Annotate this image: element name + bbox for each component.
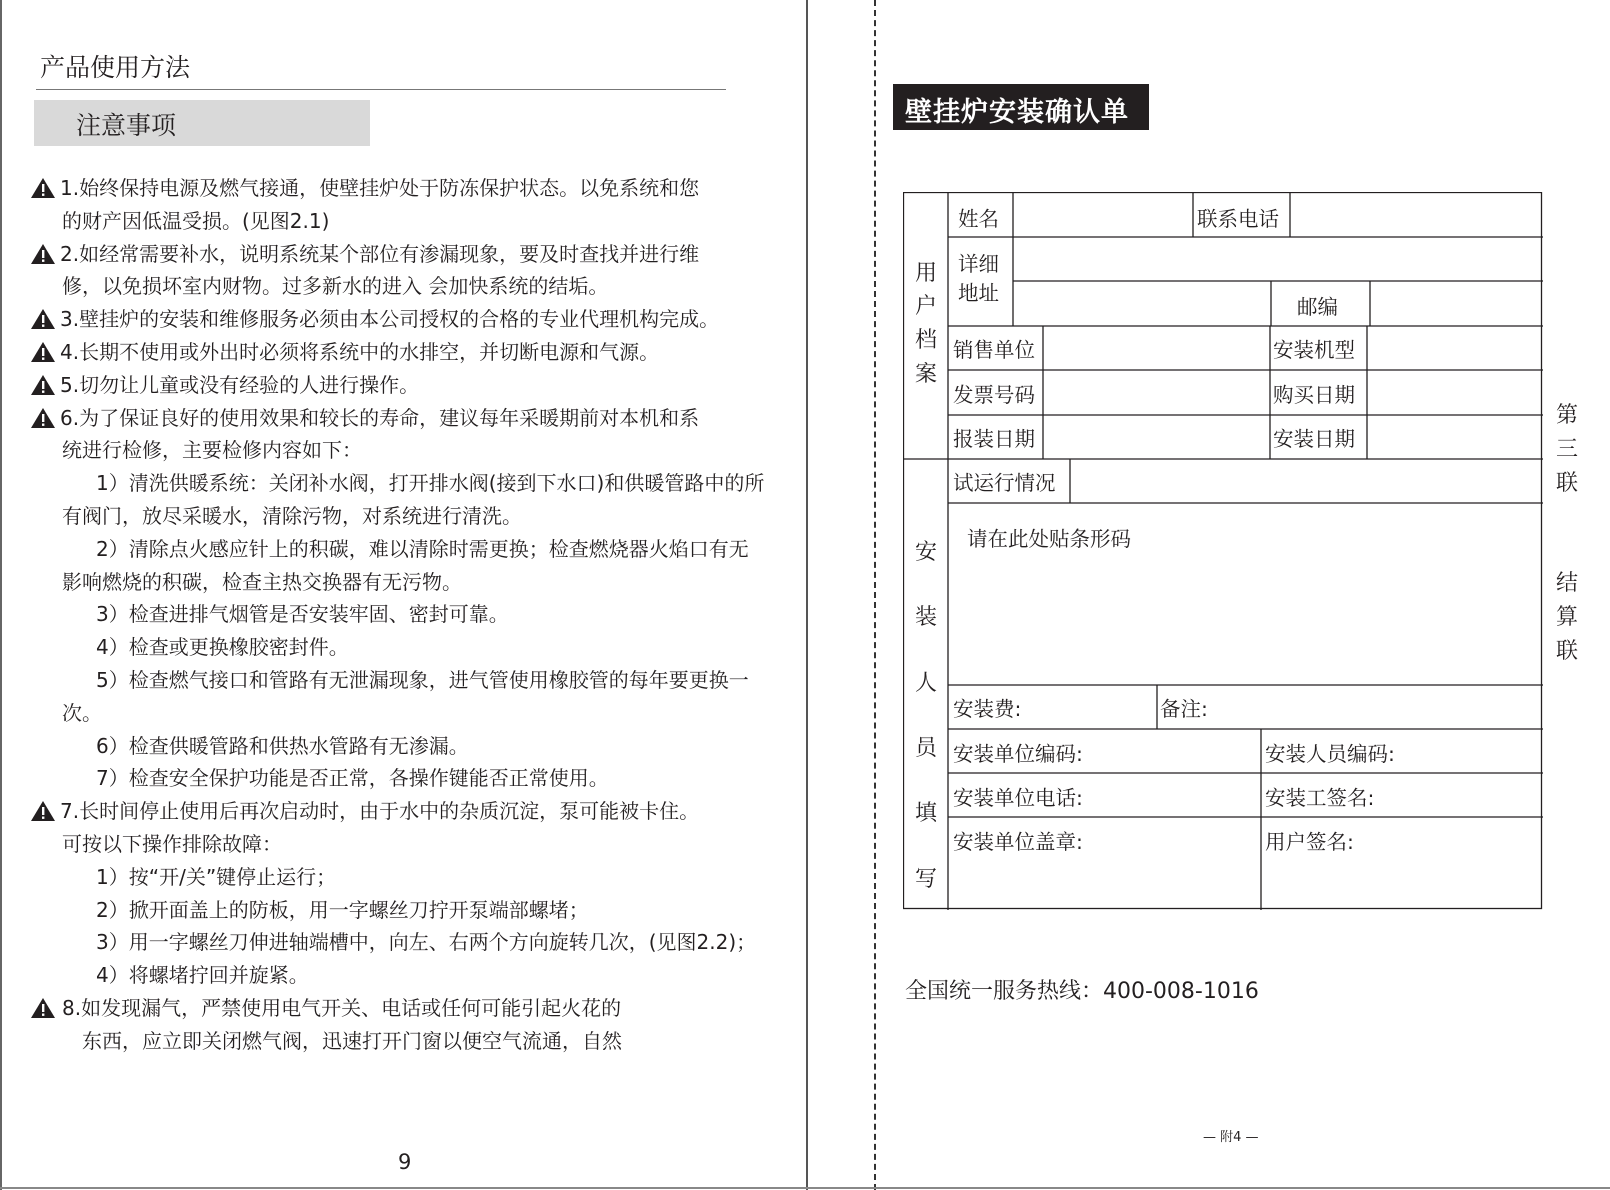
installer-section-label: 装 bbox=[915, 605, 938, 630]
warning-icon bbox=[30, 800, 56, 822]
installation-confirmation-form bbox=[903, 192, 1543, 910]
user-sign-label: 用户签名: bbox=[1265, 830, 1354, 854]
note-item bbox=[28, 795, 768, 828]
copy-label: 联 bbox=[1556, 471, 1579, 496]
warning-icon bbox=[30, 243, 56, 265]
note-text: 3.壁挂炉的安装和维修服务必须由本公司授权的合格的专业代理机构完成。 bbox=[60, 307, 720, 332]
note-text-continued: 可按以下操作排除故障： bbox=[62, 831, 282, 856]
copy-label: 结 bbox=[1556, 571, 1579, 596]
postcode-label: 邮编 bbox=[1297, 295, 1338, 319]
maintenance-item: 7）检查安全保护功能是否正常，各操作键能否正常使用。 bbox=[96, 766, 609, 791]
troubleshoot-step: 1）按“开/关”键停止运行； bbox=[96, 864, 337, 889]
copy-label: 联 bbox=[1556, 639, 1579, 664]
note-text: 4.长期不使用或外出时必须将系统中的水排空，并切断电源和气源。 bbox=[60, 339, 660, 364]
staff-code-label: 安装人员编码: bbox=[1265, 742, 1395, 766]
note-text: 7.长时间停止使用后再次启动时，由于水中的杂质沉淀，泵可能被卡住。 bbox=[60, 799, 700, 824]
maintenance-item: 6）检查供暖管路和供热水管路有无渗漏。 bbox=[96, 733, 469, 758]
note-item bbox=[28, 992, 768, 1025]
note-text: 1.始终保持电源及燃气接通，使壁挂炉处于防冻保护状态。以免系统和您 bbox=[60, 176, 700, 200]
remark-label: 备注: bbox=[1160, 697, 1208, 721]
note-text: 5.切勿让儿童或没有经验的人进行操作。 bbox=[60, 372, 420, 397]
note-item bbox=[28, 238, 768, 271]
trial-run-label: 试运行情况 bbox=[953, 471, 1056, 495]
warning-icon bbox=[30, 997, 56, 1019]
warning-icon bbox=[30, 374, 56, 396]
warning-icon bbox=[30, 407, 56, 429]
maintenance-item: 4）检查或更换橡胶密封件。 bbox=[96, 635, 349, 660]
note-text-continued: 修，以免损坏室内财物。过多新水的进入 会加快系统的结垢。 bbox=[62, 274, 609, 299]
warning-icon bbox=[30, 177, 56, 199]
unit-phone-label: 安装单位电话: bbox=[953, 786, 1083, 810]
copy-label: 算 bbox=[1556, 605, 1579, 630]
title-rule bbox=[36, 89, 726, 90]
address-label: 详细 bbox=[958, 252, 999, 276]
troubleshoot-step: 2）掀开面盖上的防板，用一字螺丝刀拧开泵端部螺堵； bbox=[96, 897, 589, 922]
user-section-label: 户 bbox=[915, 294, 938, 319]
troubleshoot-step: 4）将螺堵拧回并旋紧。 bbox=[96, 963, 309, 988]
note-text: 6.为了保证良好的使用效果和较长的寿命，建议每年采暖期前对本机和系 bbox=[60, 405, 700, 430]
notes-list bbox=[28, 172, 768, 1058]
maintenance-item: 3）检查进排气烟管是否安装牢固、密封可靠。 bbox=[96, 602, 509, 627]
note-item bbox=[28, 336, 768, 369]
installer-section-label: 安 bbox=[915, 540, 938, 565]
page-number: 9 bbox=[398, 1150, 412, 1174]
note-item bbox=[28, 369, 768, 402]
barcode-area-label: 请在此处贴条形码 bbox=[967, 527, 1131, 551]
left-page-edge bbox=[0, 0, 2, 1190]
name-label: 姓名 bbox=[958, 207, 999, 231]
banner-title: 注意事项 bbox=[76, 111, 177, 140]
report-date-label: 报装日期 bbox=[953, 427, 1035, 451]
troubleshoot-step: 3）用一字螺丝刀伸进轴端槽中，向左、右两个方向旋转几次，(见图2.2)； bbox=[96, 930, 757, 955]
note-text-continued: 的财产因低温受损。(见图2.1) bbox=[62, 208, 330, 233]
install-date-label: 安装日期 bbox=[1273, 427, 1355, 451]
service-hotline: 全国统一服务热线：400-008-1016 bbox=[905, 979, 1259, 1004]
installer-section-label: 填 bbox=[915, 801, 938, 826]
unit-code-label: 安装单位编码: bbox=[953, 742, 1083, 766]
note-text-continued: 统进行检修，主要检修内容如下： bbox=[62, 438, 362, 463]
warning-icon bbox=[30, 308, 56, 330]
address-label: 地址 bbox=[958, 281, 999, 305]
cut-line bbox=[874, 0, 876, 1190]
copy-label: 第 bbox=[1556, 403, 1579, 428]
note-text: 8.如发现漏气，严禁使用电气开关、电话或任何可能引起火花的 bbox=[62, 995, 622, 1020]
copy-label: 三 bbox=[1556, 437, 1579, 462]
page-fold-line bbox=[806, 0, 808, 1190]
phone-label: 联系电话 bbox=[1197, 207, 1279, 231]
installer-section-label: 员 bbox=[915, 736, 938, 761]
maintenance-item: 1）清洗供暖系统：关闭补水阀，打开排水阀(接到下水口)和供暖管路中的所有阀门，放尽采暖水，清除污物，对系统进行清洗。 bbox=[62, 471, 765, 528]
installer-section-label: 人 bbox=[915, 671, 938, 696]
maintenance-item: 5）检查燃气接口和管路有无泄漏现象，进气管使用橡胶管的每年要更换一次。 bbox=[62, 667, 749, 725]
invoice-label: 发票号码 bbox=[953, 383, 1035, 407]
appendix-page-number: — 附4 — bbox=[1203, 1130, 1259, 1145]
installer-section-label: 写 bbox=[915, 867, 938, 892]
warning-icon bbox=[30, 341, 56, 363]
user-section-label: 用 bbox=[915, 261, 938, 286]
note-item bbox=[28, 402, 768, 435]
note-item bbox=[28, 172, 768, 205]
unit-stamp-label: 安装单位盖章: bbox=[953, 830, 1083, 854]
note-text-continued: 东西，应立即关闭燃气阀，迅速打开门窗以便空气流通，自然 bbox=[82, 1028, 622, 1053]
note-text: 2.如经常需要补水，说明系统某个部位有渗漏现象，要及时查找并进行维 bbox=[60, 241, 700, 266]
user-section-label: 案 bbox=[915, 362, 938, 387]
seller-label: 销售单位 bbox=[953, 338, 1035, 362]
fee-label: 安装费: bbox=[953, 697, 1022, 721]
note-item bbox=[28, 303, 768, 336]
bottom-edge bbox=[0, 1187, 1610, 1189]
purchase-date-label: 购买日期 bbox=[1273, 383, 1355, 407]
section-title: 产品使用方法 bbox=[40, 53, 191, 82]
user-section-label: 档 bbox=[915, 328, 938, 353]
model-label: 安装机型 bbox=[1273, 338, 1355, 362]
worker-sign-label: 安装工签名: bbox=[1265, 786, 1375, 810]
maintenance-item: 2）清除点火感应针上的积碳，难以清除时需更换；检查燃烧器火焰口有无影响燃烧的积碳，检查主热交换器有无污物。 bbox=[62, 536, 749, 594]
form-title: 壁挂炉安装确认单 bbox=[905, 97, 1129, 128]
